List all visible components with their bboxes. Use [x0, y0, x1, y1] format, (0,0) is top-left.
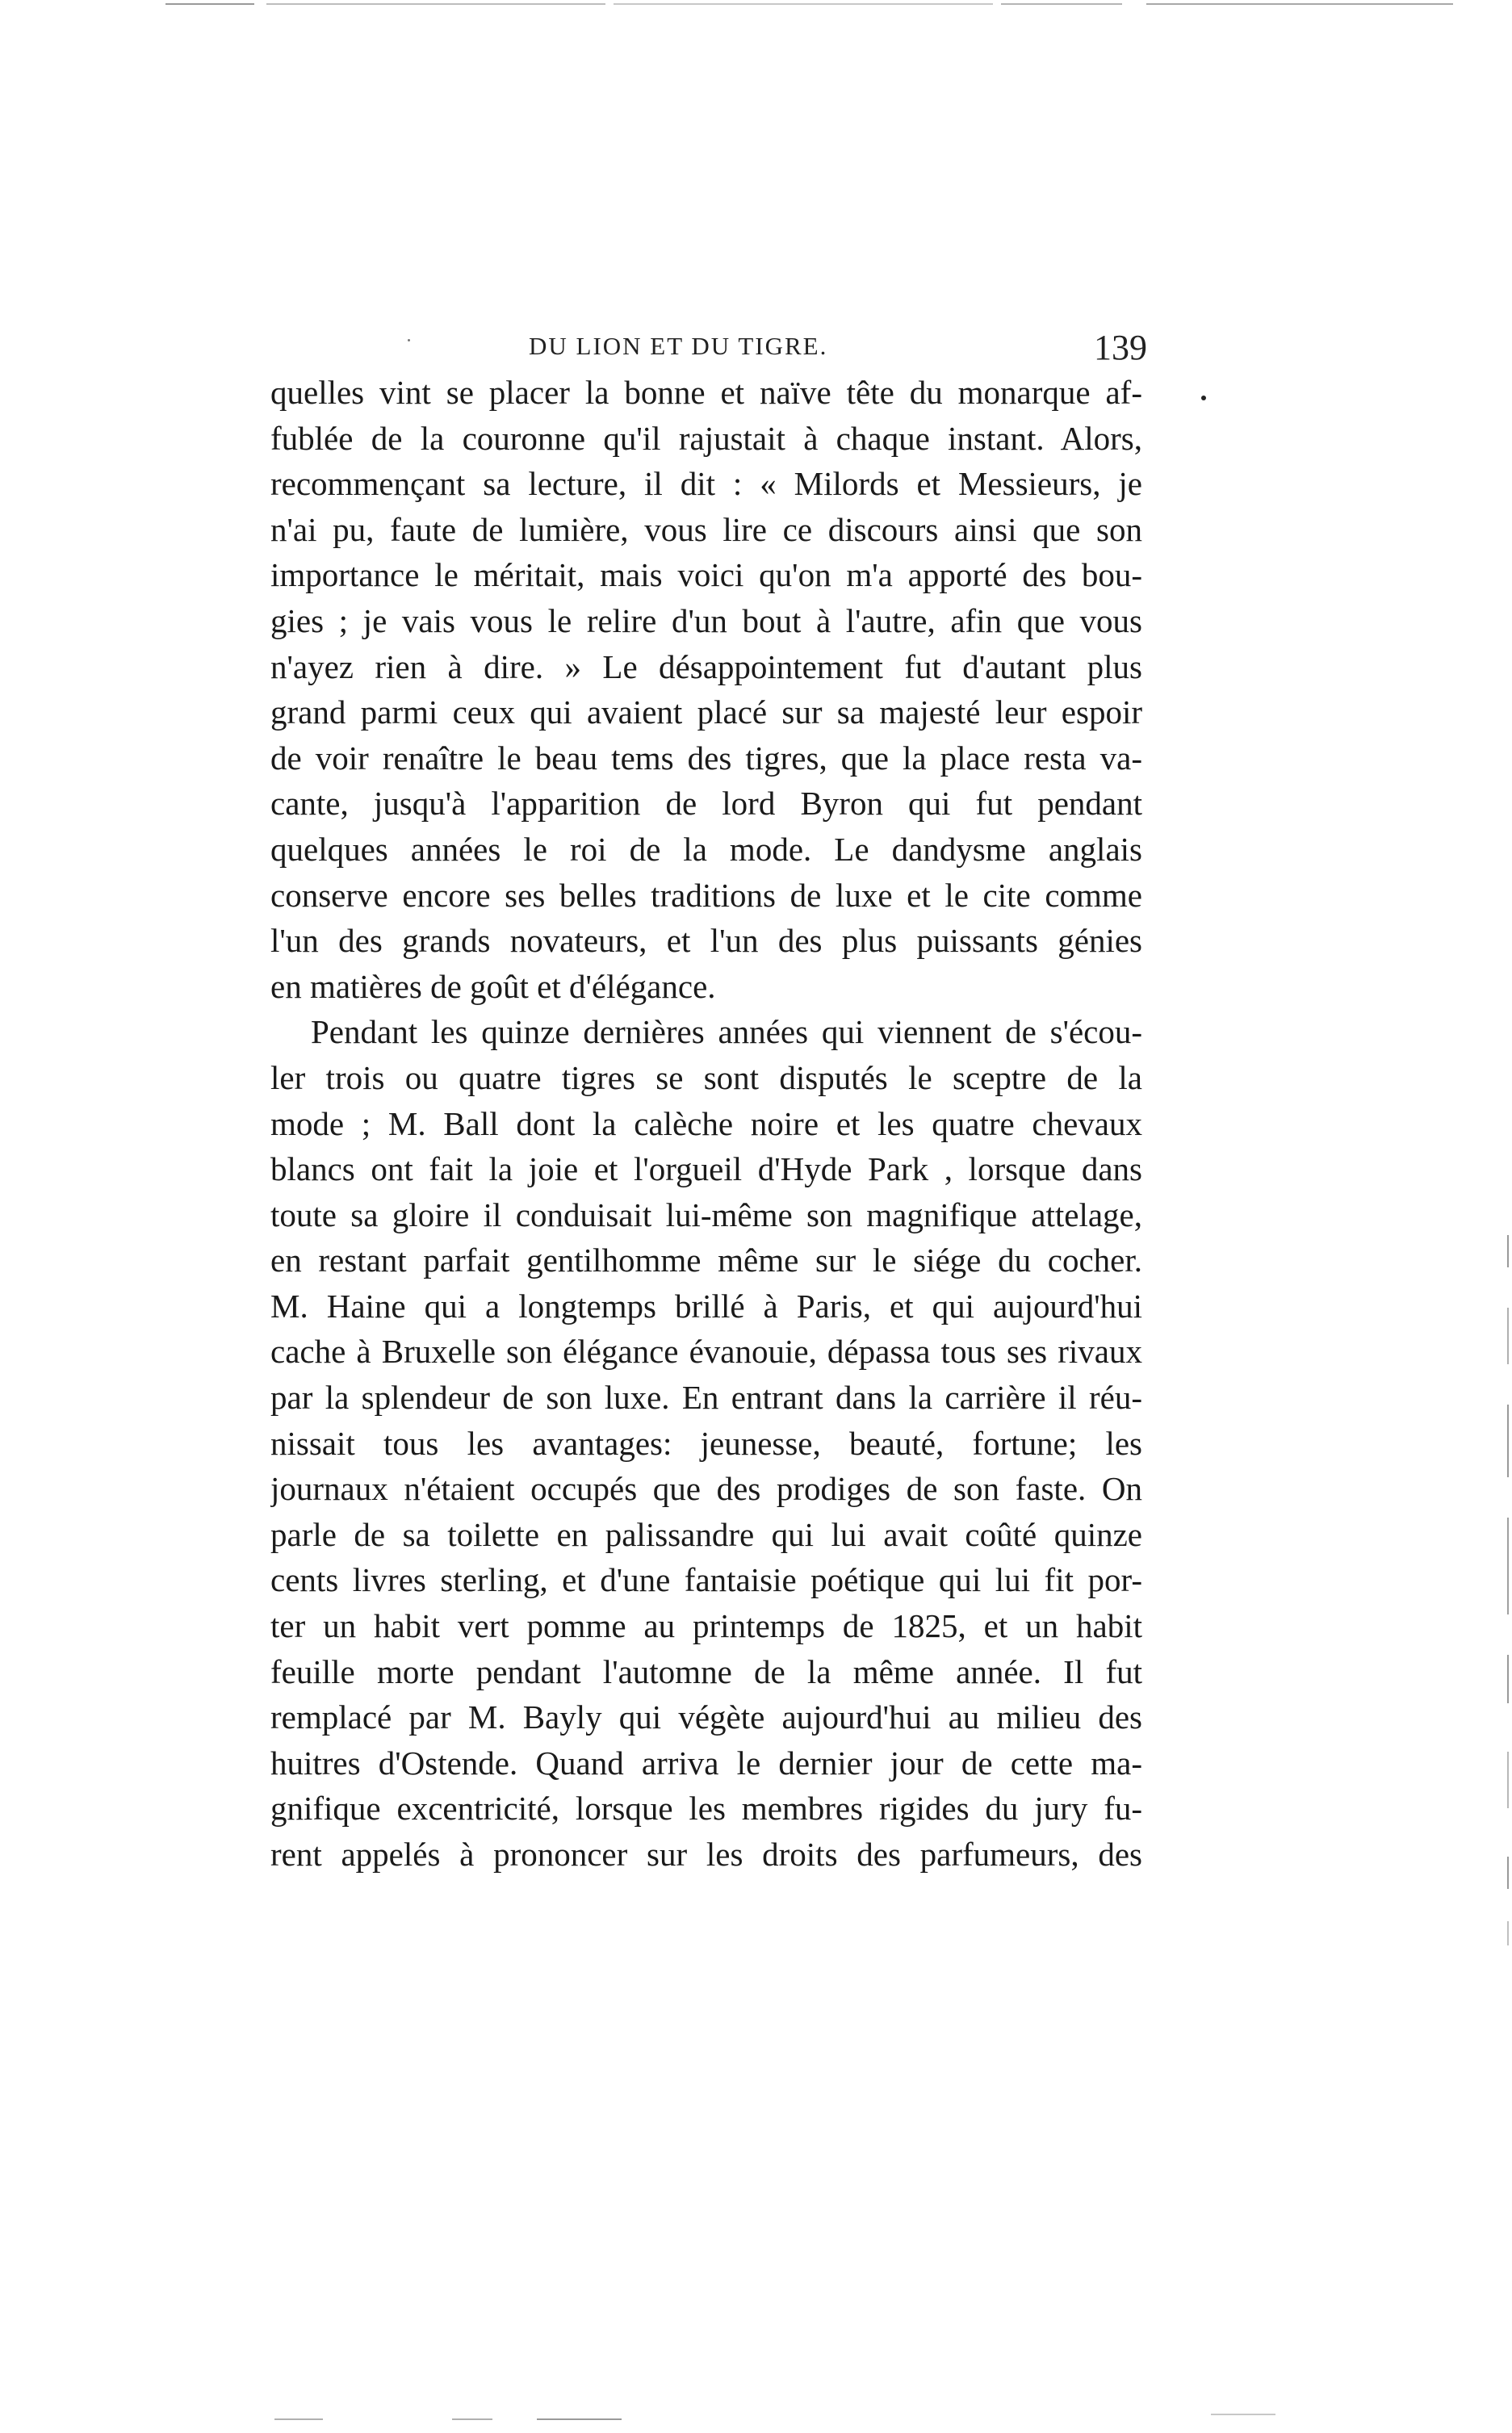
scan-artifact-line — [165, 3, 254, 5]
text-line: remplacé par M. Bayly qui végète aujourd'hui au milieu des — [270, 1698, 1142, 1736]
text-line: cante, jusqu'à l'apparition de lord Byron qui fut pendant — [270, 785, 1142, 823]
text-line: l'un des grands novateurs, et l'un des plus puissants génies — [270, 922, 1142, 960]
ink-speck — [1201, 396, 1206, 400]
text-line: par la splendeur de son luxe. En entrant dans la carrière il réu- — [270, 1379, 1142, 1417]
text-line: grand parmi ceux qui avaient placé sur sa majesté leur espoir — [270, 693, 1142, 731]
text-line: nissait tous les avantages: jeunesse, beauté, fortune; les — [270, 1424, 1142, 1462]
scan-artifact-line — [614, 3, 993, 5]
running-head — [0, 327, 1512, 367]
text-line: cents livres sterling, et d'une fantaisie poétique qui lui fit por- — [270, 1561, 1142, 1599]
text-line: n'ai pu, faute de lumière, vous lire ce discours ainsi que son — [270, 510, 1142, 548]
scan-edge-mark — [1507, 1921, 1509, 1945]
scan-edge-mark — [1507, 1308, 1509, 1364]
scan-artifact-line — [266, 3, 605, 5]
text-line: cache à Bruxelle son élégance évanouie, dépassa tous ses rivaux — [270, 1333, 1142, 1371]
text-line: mode ; M. Ball dont la calèche noire et les quatre chevaux — [270, 1104, 1142, 1142]
ink-speck — [408, 339, 410, 341]
text-line: conserve encore ses belles traditions de luxe et le cite comme — [270, 876, 1142, 914]
scan-edge-mark — [1507, 1405, 1509, 1477]
text-line: ler trois ou quatre tigres se sont disputés le sceptre de la — [270, 1058, 1142, 1096]
text-line-paragraph-end: en matières de goût et d'élégance. — [270, 967, 716, 1005]
text-line: quelles vint se placer la bonne et naïve tête du monarque af- — [270, 374, 1142, 411]
text-line: n'ayez rien à dire. » Le désappointement fut d'autant plus — [270, 647, 1142, 685]
scan-artifact-line — [274, 2418, 323, 2420]
scan-edge-mark — [1507, 1518, 1509, 1614]
text-line: huitres d'Ostende. Quand arriva le dernier jour de cette ma- — [270, 1744, 1142, 1782]
scan-artifact-line — [1211, 2414, 1275, 2415]
body-text — [270, 370, 1142, 1878]
text-line: feuille morte pendant l'automne de la même année. Il fut — [270, 1652, 1142, 1690]
text-line: ter un habit vert pomme au printemps de 1825, et un habit — [270, 1607, 1142, 1645]
text-line: toute sa gloire il conduisait lui-même son magnifique attelage, — [270, 1196, 1142, 1233]
text-line: en restant parfait gentilhomme même sur le siége du cocher. — [270, 1242, 1142, 1279]
scan-artifact-line — [452, 2418, 492, 2420]
scan-artifact-line — [1001, 3, 1122, 5]
text-line: M. Haine qui a longtemps brillé à Paris, et qui aujourd'hui — [270, 1287, 1142, 1325]
scan-edge-mark — [1507, 1752, 1509, 1808]
scan-edge-mark — [1507, 1235, 1509, 1267]
scan-edge-mark — [1507, 1655, 1509, 1703]
text-line: rent appelés à prononcer sur les droits des parfumeurs, des — [270, 1836, 1142, 1873]
text-line-paragraph-start: Pendant les quinze dernières années qui viennent de s'écou- — [311, 1013, 1142, 1051]
text-line: gies ; je vais vous le relire d'un bout à l'autre, afin que vous — [270, 601, 1142, 639]
text-line: journaux n'étaient occupés que des prodiges de son faste. On — [270, 1470, 1142, 1508]
scan-edge-mark — [1507, 1857, 1509, 1889]
scan-edge-top — [0, 0, 1512, 10]
text-line: parle de sa toilette en palissandre qui lui avait coûté quinze — [270, 1515, 1142, 1553]
running-title: DU LION ET DU TIGRE. — [529, 332, 828, 360]
scan-artifact-line — [1146, 3, 1453, 5]
text-line: quelques années le roi de la mode. Le dandysme anglais — [270, 830, 1142, 868]
text-line: fublée de la couronne qu'il rajustait à chaque instant. Alors, — [270, 419, 1142, 457]
text-line: importance le méritait, mais voici qu'on m'a apporté des bou- — [270, 556, 1142, 594]
scan-artifact-line — [537, 2418, 622, 2420]
text-line: de voir renaître le beau tems des tigres, que la place resta va- — [270, 739, 1142, 777]
page-number: 139 — [1094, 328, 1147, 367]
text-line: gnifique excentricité, lorsque les membres rigides du jury fu- — [270, 1790, 1142, 1828]
text-line: recommençant sa lecture, il dit : « Milords et Messieurs, je — [270, 465, 1142, 503]
text-line: blancs ont fait la joie et l'orgueil d'Hyde Park , lorsque dans — [270, 1150, 1142, 1188]
